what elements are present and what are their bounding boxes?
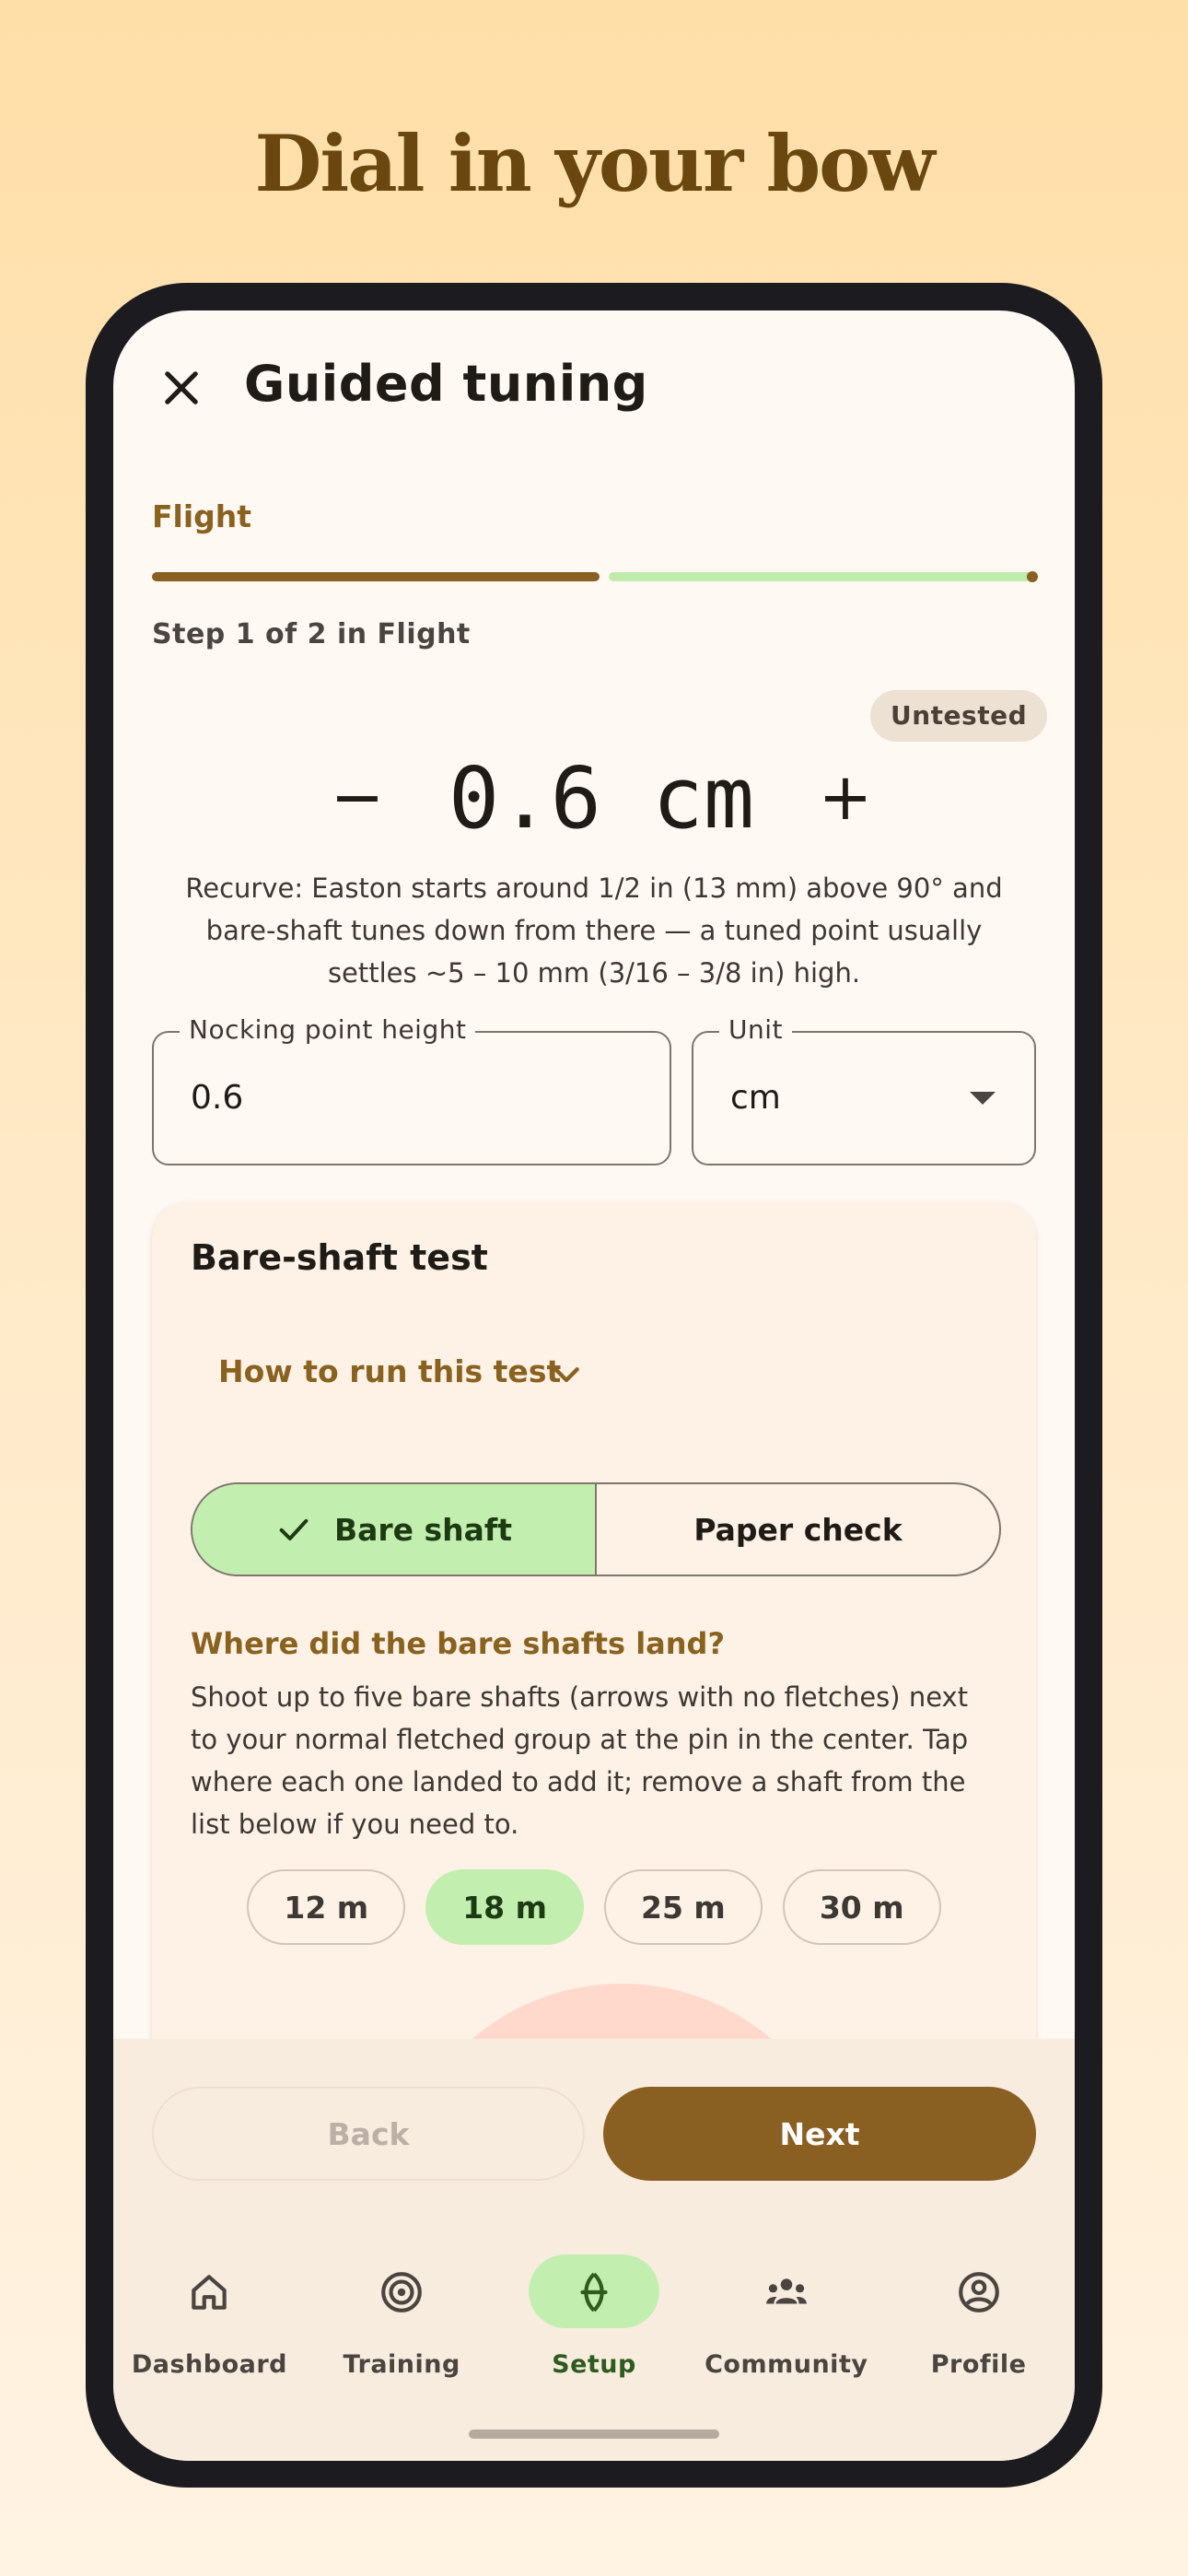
howto-toggle[interactable]: How to run this test [218,1353,562,1389]
unit-select[interactable] [692,1014,1036,1165]
target-icon [379,2269,425,2315]
nav-item-profile[interactable] [882,2254,1075,2411]
segment-bare-shaft[interactable] [192,1484,597,1575]
bow-icon [571,2269,617,2315]
nav-label-profile: Profile [930,2350,1027,2379]
test-instructions: Shoot up to five bare shafts (arrows with no fletches) next to your normal fletched group at the pin in the center. Tap where each one landed to add it; remove a shaft from the list below if you need to. [191,1681,969,1840]
nav-item-dashboard[interactable] [113,2254,306,2411]
unit-value: cm [730,1079,781,1117]
decrement-button[interactable]: − [330,759,385,835]
segment-paper-check[interactable] [597,1484,999,1575]
nocking-height-label: Nocking point height [180,1014,475,1045]
bottom-navigation [113,2254,1075,2411]
home-indicator[interactable] [469,2430,719,2439]
progress-end-dot [1027,571,1038,582]
tuning-hint: Recurve: Easton starts around 1/2 in (13 mm) above 90° and bare-shaft tunes down from there — a tuned point usually settles ~5 – 10 mm (3/16 – 3/8 in) high. [185,872,1003,989]
chevron-down-icon[interactable] [548,1357,585,1394]
group-icon [763,2269,809,2315]
nocking-height-value: 0.6 [191,1079,244,1117]
distance-chip-30m[interactable]: 30 m [783,1869,941,1945]
segment-paper-check-label: Paper check [693,1511,903,1548]
app-screen [113,310,1075,2461]
distance-chip-12m[interactable]: 12 m [247,1869,405,1945]
test-mode-segmented [191,1482,1001,1576]
check-icon [275,1511,312,1548]
dropdown-arrow-icon [970,1092,996,1105]
close-icon[interactable] [157,364,205,412]
account-circle-icon [956,2269,1002,2315]
progress-bar-remaining [609,572,1036,581]
page-title: Guided tuning [244,355,648,413]
distance-chip-25m[interactable]: 25 m [604,1869,763,1945]
section-label: Flight [152,498,252,534]
back-button[interactable]: Back [152,2087,585,2181]
step-label: Step 1 of 2 in Flight [152,618,471,650]
question-title: Where did the bare shafts land? [191,1626,726,1661]
nav-item-setup[interactable] [498,2254,691,2411]
unit-label: Unit [719,1014,792,1045]
measurement-value: 0.6 cm [448,749,755,848]
promo-headline: Dial in your bow [254,118,934,209]
progress-bar-complete [152,572,600,581]
distance-chips [152,1869,1036,1945]
nav-label-community: Community [705,2350,868,2379]
nocking-height-field[interactable] [152,1014,671,1165]
nav-item-training[interactable] [306,2254,498,2411]
status-badge: Untested [870,690,1047,742]
nav-label-dashboard: Dashboard [131,2350,287,2379]
next-button[interactable]: Next [603,2087,1036,2181]
increment-button[interactable]: + [818,759,873,835]
card-title: Bare-shaft test [191,1237,488,1278]
segment-bare-shaft-label: Bare shaft [333,1511,513,1548]
nav-item-community[interactable] [690,2254,882,2411]
nav-label-setup: Setup [552,2350,636,2379]
home-icon [186,2269,232,2315]
distance-chip-18m[interactable]: 18 m [425,1869,584,1945]
nav-label-training: Training [343,2350,460,2379]
